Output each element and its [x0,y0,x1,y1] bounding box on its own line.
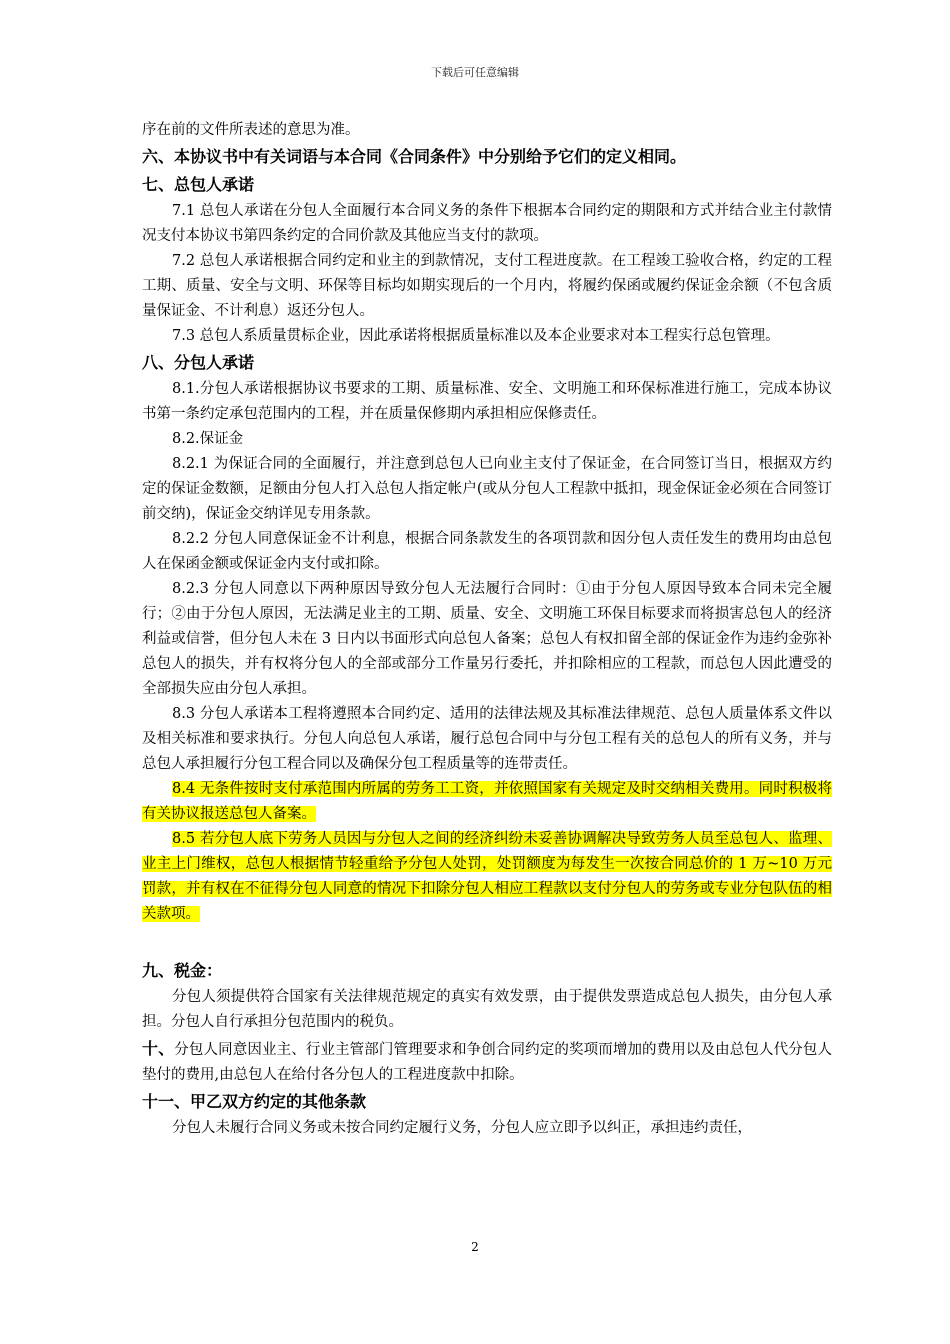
section-10-text: 分包人同意因业主、行业主管部门管理要求和争创合同约定的奖项而增加的费用以及由总包人代分包人垫付的费用,由总包人在给付各分包人的工程进度款中扣除。 [142,1042,832,1083]
clause-8-2-1: 8.2.1 为保证合同的全面履行，并注意到总包人已向业主支付了保证金，在合同签订当日，根据双方约定的保证金数额，足额由分包人打入总包人指定帐户(或从分包人工程款中抵扣，现金保证金必须在合同签订前交纳)，保证金交纳详见专用条款。 [142,456,832,522]
clause-8-2-2: 8.2.2 分包人同意保证金不计利息，根据合同条款发生的各项罚款和因分包人责任发生的费用均由总包人在保函金额或保证金内支付或扣除。 [142,531,832,572]
blank-line [142,927,832,957]
heading-section-8: 八、分包人承诺 [142,353,255,372]
clause-8-2: 8.2.保证金 [172,431,244,447]
highlighted-text: 8.5 若分包人底下劳务人员因与分包人之间的经济纠纷未妥善协调解决导致劳务人员至总包人、监理、业主上门维权，总包人根据情节轻重给予分包人处罚，处罚额度为每发生一次按合同总价的 1 万~10 万元罚款，并有权在不征得分包人同意的情况下扣除分包人相应工程款以支付分包人的劳务或专业分包队伍的相关款项。 [142,831,832,922]
clause-11: 分包人未履行合同义务或未按合同约定履行义务，分包人应立即予以纠正，承担违约责任， [172,1120,752,1136]
clause-7-2: 7.2 总包人承诺根据合同约定和业主的到款情况，支付工程进度款。在工程竣工验收合格，约定的工程工期、质量、安全与文明、环保等目标均如期实现后的一个月内，将履约保函或履约保证金余额（不包含质量保证金、不计利息）返还分包人。 [142,253,832,319]
clause-8-1: 8.1.分包人承诺根据协议书要求的工期、质量标准、安全、文明施工和环保标准进行施工，完成本协议书第一条约定承包范围内的工程，并在质量保修期内承担相应保修责任。 [142,381,832,422]
heading-section-9: 九、税金： [142,961,223,980]
page-header: 下载后可任意编辑 [431,66,519,79]
clause-8-2-3: 8.2.3 分包人同意以下两种原因导致分包人无法履行合同时：①由于分包人原因导致本合同未完全履行；②由于分包人原因，无法满足业主的工期、质量、安全、文明施工环保目标要求而将损害总包人的经济利益或信誉，但分包人未在 3 日内以书面形式向总包人备案；总包人有权扣留全部的保证金作为违约金弥补总包人的损失，并有权将分包人的全部或部分工作量另行委托，并扣除相应的工程款，而总包人因此遭受的全部损失应由分包人承担。 [142,581,832,697]
heading-section-7: 七、总包人承诺 [142,175,255,194]
document-body [142,118,832,1141]
clause-8-4 [142,777,832,827]
paragraph-continued: 序在前的文件所表述的意思为准。 [142,122,360,138]
clause-8-3: 8.3 分包人承诺本工程将遵照本合同约定、适用的法律法规及其标准法律规范、总包人质量体系文件以及相关标准和要求执行。分包人向总包人承诺，履行总包合同中与分包工程有关的总包人的所有义务，并与总包人承担履行分包工程合同以及确保分包工程质量等的连带责任。 [142,706,832,772]
clause-9: 分包人须提供符合国家有关法律规范规定的真实有效发票，由于提供发票造成总包人损失，由分包人承担。分包人自行承担分包范围内的税负。 [142,989,832,1030]
heading-section-10: 十、 [142,1039,175,1058]
heading-section-6: 六、本协议书中有关词语与本合同《合同条件》中分别给予它们的定义相同。 [142,147,687,166]
section-10 [142,1035,832,1088]
clause-7-1: 7.1 总包人承诺在分包人全面履行本合同义务的条件下根据本合同约定的期限和方式并结合业主付款情况支付本协议书第四条约定的合同价款及其他应当支付的款项。 [142,203,832,244]
page-number: 2 [471,1240,479,1254]
highlighted-text: 8.4 无条件按时支付承范围内所属的劳务工工资，并依照国家有关规定及时交纳相关费用。同时积极将有关协议报送总包人备案。 [142,781,832,822]
clause-7-3: 7.3 总包人系质量贯标企业，因此承诺将根据质量标准以及本企业要求对本工程实行总包管理。 [172,328,780,344]
clause-8-5 [142,827,832,927]
heading-section-11: 十一、甲乙双方约定的其他条款 [142,1092,367,1111]
